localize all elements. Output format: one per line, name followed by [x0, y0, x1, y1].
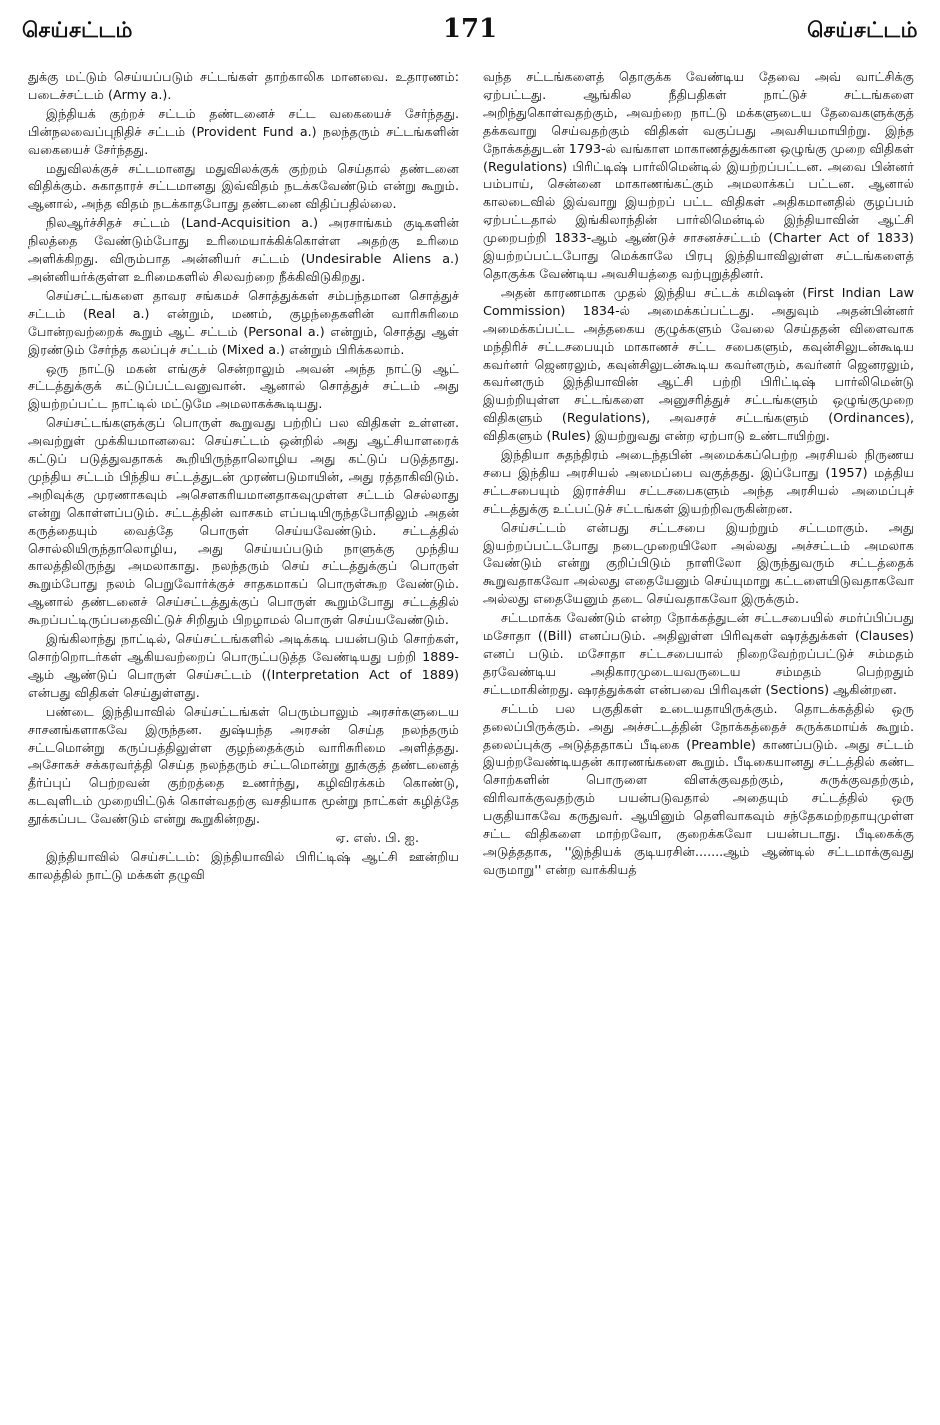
paragraph: சட்டமாக்க வேண்டும் என்ற நோக்கத்துடன் சட்டசபையில் சமர்ப்பிப்பது மசோதா ((Bill) எனப்படும். அதிலுள்ள பிரிவுகள் ஷரத்துக்கள் (Clauses) எனப் படும். மசோதா சட்டசபையால் நிறைவேற்றப்பட்டுச் சம்மதம் தரவேண்டிய அதிகாரமுடையவருடைய சம்மதம் பெற்றதும் சட்டமாகின்றது. ஷரத்துக்கள் என்பவை பிரிவுகள் (Sections) ஆகின்றன. [483, 610, 914, 697]
left-column [28, 68, 459, 1408]
right-column [483, 68, 914, 1408]
paragraph: செய்சட்டங்களுக்குப் பொருள் கூறுவது பற்றிப் பல விதிகள் உள்ளன. அவற்றுள் முக்கியமானவை: செய்சட்டம் ஒன்றில் அது ஆட்சியாளரைக் கட்டுப் படுத்துவதாகக் கூறியிருந்தாலொழிய அது கட்டுப் படுத்தாது. முந்திய சட்டம் பிந்திய சட்டத்துடன் முரண்படுமாயின், அது ரத்தாகிவிடும். அறிவுக்கு முரணாகவும் அசௌகரியமானதாகவுமுள்ள சட்டம் செல்லாது என்று கொள்ளப்படும். சட்டத்தின் வாசகம் எப்படியிருந்தபோதிலும் அதன் கருத்தையும் வைத்தே பொருள் செய்யவேண்டும். சட்டத்தில் சொல்லியிருந்தாலொழிய, அது செய்யப்படும் நாளுக்கு முந்திய காலத்திலிருந்து அமலாகாது. நலந்தரும் செய் சட்டத்துக்குப் பொருள் கூறும்போது நலம் பெறுவோர்க்குச் சாதகமாகப் பொருள்கூற வேண்டும். ஆனால் தண்டனைச் செய்சட்டத்துக்குப் பொருள் கூறும்போது சட்டத்தில் கூறப்பட்டிருப்பதைவிட்டுச் சிறிதும் பிறழாமல் பொருள் செய்யவேண்டும். [28, 415, 459, 628]
paragraph: இந்தியாவில் செய்சட்டம்: இந்தியாவில் பிரிட்டிஷ் ஆட்சி ஊன்றிய காலத்தில் நாட்டு மக்கள் தழுவி [28, 848, 459, 882]
text-columns [28, 68, 914, 1408]
running-head-left: செய்சட்டம் [22, 18, 133, 42]
running-head-right: செய்சட்டம் [807, 18, 918, 42]
author-initials: ஏ. எஸ். பி. ஐ. [335, 830, 419, 846]
paragraph: பண்டை இந்தியாவில் செய்சட்டங்கள் பெரும்பாலும் அரசர்களுடைய சாசனங்களாகவே இருந்தன. துஷ்யந்த அரசன் செய்த நலந்தரும் சட்டமொன்று கருப்பத்திலுள்ள குழந்தைக்கும் வாரிசுரிமை அளித்தது. அசோகச் சக்கரவர்த்தி செய்த நலந்தரும் சட்டமொன்று தூக்குத் தண்டனைத் தீர்ப்புப் பெற்றவன் குற்றத்தை உணர்ந்து, கழிவிரக்கம் கொண்டு, கடவுளிடம் முறையிட்டுக் கொள்வதற்கு வசதியாக மூன்று நாட்கள் கழித்தே தூக்கப்பட வேண்டும் என்று கூறுகின்றது. [28, 703, 459, 827]
paragraph: நிலஆர்ச்சிதச் சட்டம் (Land-Acquisition a.) அரசாங்கம் குடிகளின் நிலத்தை வேண்டும்போது உரிமையாக்கிக்கொள்ள அதற்கு உரிமை அளிக்கிறது. விரும்பாத அன்னியர் சட்டம் (Undesirable Aliens a.) அன்னியர்க்குள்ள உரிமைகளில் சிலவற்றை நீக்கிவிடுகிறது. [28, 215, 459, 284]
paragraph: இந்தியா சுதந்திரம் அடைந்தபின் அமைக்கப்பெற்ற அரசியல் நிருணய சபை இந்திய அரசியல் அமைப்பை வகுத்தது. இப்போது (1957) மத்திய சட்டசபையும் இராச்சிய சட்டசபைகளும் அந்த அரசியல் அமைப்புச் சட்டத்துக்கு உட்பட்டுச் சட்டங்கள் இயற்றிவருகின்றன. [483, 447, 914, 516]
paragraph: இந்தியக் குற்றச் சட்டம் தண்டனைச் சட்ட வகையைச் சேர்ந்தது. பின்நலவைப்புநிதிச் சட்டம் (Provident Fund a.) நலந்தரும் சட்டங்களின் வகையைச் சேர்ந்தது. [28, 105, 459, 157]
paragraph: அதன் காரணமாக முதல் இந்திய சட்டக் கமிஷன் (First Indian Law Commission) 1834-ல் அமைக்கப்பட்டது. அதுவும் அதன்பின்னர் அமைக்கப்பட்ட அத்தகைய குழுக்களும் வேலை செய்ததன் விளைவாக மந்திரிச் சட்டசபையும் மாகாணச் சட்ட சபைகளும், கவுன்சிலுடன்கூடிய கவர்னர் ஜெனரலும், கவுன்சிலுடன்கூடிய கவர்னரும், கவர்னர் ஜெனரலும், கவர்னரும் இந்தியாவின் ஆட்சி பற்றி பிரிட்டிஷ் பார்லிமென்டு இயற்றியுள்ள சட்டங்களை அனுசரித்துச் சட்டங்களும் ஒழுங்குமுறை விதிகளும் (Regulations), அவசரச் சட்டங்களும் (Ordinances), விதிகளும் (Rules) இயற்றுவது என்ற ஏற்பாடு உண்டாயிற்று. [483, 284, 914, 444]
paragraph: செய்சட்டங்களை தாவர சங்கமச் சொத்துக்கள் சம்பந்தமான சொத்துச் சட்டம் (Real a.) என்றும், மணம், குழந்தைகளின் வாரிசுரிமை போன்றவற்றைக் கூறும் ஆட் சட்டம் (Personal a.) என்றும், சொத்து ஆள் இரண்டும் சேர்ந்த கலப்புச் சட்டம் (Mixed a.) என்றும் பிரிக்கலாம். [28, 287, 459, 357]
paragraph: மதுவிலக்குச் சட்டமானது மதுவிலக்குக் குற்றம் செய்தால் தண்டனை விதிக்கும். சுகாதாரச் சட்டமானது இவ்விதம் நடக்கவேண்டும் என்று கூறும். ஆனால், அந்த விதம் நடக்காதபோது தண்டனை விதிப்பதில்லை. [28, 160, 459, 212]
paragraph: ஒரு நாட்டு மகன் எங்குச் சென்றாலும் அவன் அந்த நாட்டு ஆட் சட்டத்துக்குக் கட்டுப்பட்டவனுவான். ஆனால் சொத்துச் சட்டம் அது இயற்றப்பட்ட நாட்டில் மட்டுமே அமலாகக்கூடியது. [28, 360, 459, 412]
page-header [22, 14, 918, 62]
paragraph: செய்சட்டம் என்பது சட்டசபை இயற்றும் சட்டமாகும். அது இயற்றப்பட்டபோது நடைமுறையிலோ அல்லது அச்சட்டம் அமலாக வேண்டும் என்று குறிப்பிடும் நாளிலோ இருந்துவரும் சட்டத்தைக் கூறுவதாகவோ அல்லது எதையேனும் செய்யுமாறு கட்டளையிடுவதாகவோ அல்லது எதையேனும் தடை செய்வதாகவோ இருக்கும். [483, 519, 914, 607]
paragraph: இங்கிலாந்து நாட்டில், செய்சட்டங்களில் அடிக்கடி பயன்படும் சொற்கள், சொற்றொடர்கள் ஆகியவற்றைப் பொருட்படுத்த வேண்டியது பற்றி 1889-ஆம் ஆண்டுப் பொருள் செய்சட்டம் ((Interpretation Act of 1889) என்பது விதிகள் செய்துள்ளது. [28, 631, 459, 700]
paragraph: வந்த சட்டங்களைத் தொகுக்க வேண்டிய தேவை அவ் வாட்சிக்கு ஏற்பட்டது. ஆங்கில நீதிபதிகள் நாட்டுச் சட்டங்களை அறிந்துகொள்வதற்கும், அவற்றை நாட்டு மக்களுடைய தேவைகளுக்குத் தக்கவாறு செய்வதற்கும் விதிகள் வகுப்பது அவசியமாயிற்று. இந்த நோக்கத்துடன் 1793-ல் வங்காள மாகாணத்துக்கான ஒழுங்கு முறை விதிகள் (Regulations) பிரிட்டிஷ் பார்லிமென்டில் இயற்றப்பட்டன. அவை பின்னர் பம்பாய், சென்னை மாகாணங்கட்கும் அமலாக்கப் பட்டன. ஆனால் காலடைவில் இவ்வாறு இயற்றப் பட்ட விதிகள் அதிகமானதில் குழப்பம் ஏற்பட்டதால் இங்கிலாந்தின் பார்லிமென்டில் இந்தியாவின் ஆட்சி முறைபற்றி 1833-ஆம் ஆண்டுச் சாசனச்சட்டம் (Charter Act of 1833) இயற்றப்பட்டபோது மெக்காலே பிரபு இந்தியாவிலுள்ள சட்டங்களைத் தொகுக்க வேண்டிய அவசியத்தை வற்புறுத்தினர். [483, 69, 914, 281]
paragraph: சட்டம் பல பகுதிகள் உடையதாயிருக்கும். தொடக்கத்தில் ஒரு தலைப்பிருக்கும். அது அச்சட்டத்தின் நோக்கத்தைச் சுருக்கமாய்க் கூறும். தலைப்புக்கு அடுத்ததாகப் பீடிகை (Preamble) காணப்படும். அது சட்டம் இயற்றவேண்டியதன் காரணங்களை கூறும். பீடிகையானது சட்டத்தில் கண்ட சொற்களின் பொருளை விளக்குவதற்கும், சுருக்குவதற்கும், விரிவாக்குவதற்கும் பயன்படுவதால் அதையும் சட்டத்தில் ஒரு பகுதியாகவே கருதுவர். ஆயினும் தெளிவாகவும் சந்தேகமற்றதாயுமுள்ள சட்ட விதிகளை மாற்றவோ, குறைக்கவோ பயன்படாது. பீடிகைக்கு அடுத்ததாக, ''இந்தியக் குடியரசின்.......ஆம் ஆண்டில் சட்டமாக்குவது வருமாறு'' என்ற வாக்கியத் [483, 700, 914, 877]
paragraph: துக்கு மட்டும் செய்யப்படும் சட்டங்கள் தாற்காலிக மானவை. உதாரணம்: படைச்சட்டம் (Army a.). [28, 69, 459, 102]
page-number: 171 [442, 14, 498, 44]
